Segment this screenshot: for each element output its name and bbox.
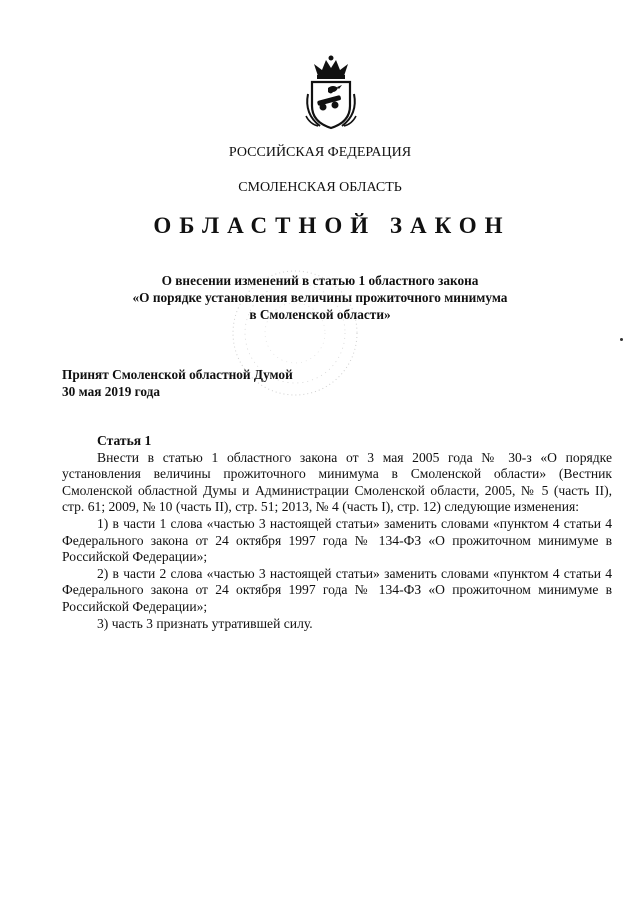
coat-of-arms-icon <box>300 54 362 130</box>
document-type: ОБЛАСТНОЙ ЗАКОН <box>153 213 511 238</box>
adopted-date: 30 мая 2019 года <box>62 384 161 399</box>
article-item-1: 1) в части 1 слова «частью 3 настоящей статьи» заменить словами «пунктом 4 статьи 4 Федерального закона от 24 октября 1997 года № 134-ФЗ «О прожиточном минимуме в Российской Федерации»; <box>62 515 612 565</box>
adoption-info <box>62 366 293 400</box>
title-line-3: в Смоленской области» <box>249 307 391 322</box>
adopted-by: Принят Смоленской областной Думой <box>62 367 293 382</box>
article-item-3: 3) часть 3 признать утратившей силу. <box>97 615 313 631</box>
article-intro: Внести в статью 1 областного закона от 3 мая 2005 года № 30-з «О порядке установления величины прожиточного минимума в Смоленской области» (Вестник Смоленской областной Думы и Администрации Смоленской области, 2005, № 5 (часть II), стр. 61; 2009, № 10 (часть II), стр. 51; 2013, № 4 (часть I), стр. 12) следующие изменения: <box>62 449 612 515</box>
scan-speck <box>620 338 623 341</box>
article-heading: Статья 1 <box>97 433 152 448</box>
title-line-2: «О порядке установления величины прожиточного минимума <box>132 290 508 305</box>
header-region: СМОЛЕНСКАЯ ОБЛАСТЬ <box>238 180 402 195</box>
document-title <box>0 272 640 323</box>
article-1 <box>62 433 612 632</box>
article-item-2: 2) в части 2 слова «частью 3 настоящей статьи» заменить словами «пунктом 4 статьи 4 Федерального закона от 24 октября 1997 года № 134-ФЗ «О прожиточном минимуме в Российской Федерации»; <box>62 565 612 614</box>
header-country: РОССИЙСКАЯ ФЕДЕРАЦИЯ <box>228 145 412 160</box>
title-line-1: О внесении изменений в статью 1 областного закона <box>161 273 479 288</box>
